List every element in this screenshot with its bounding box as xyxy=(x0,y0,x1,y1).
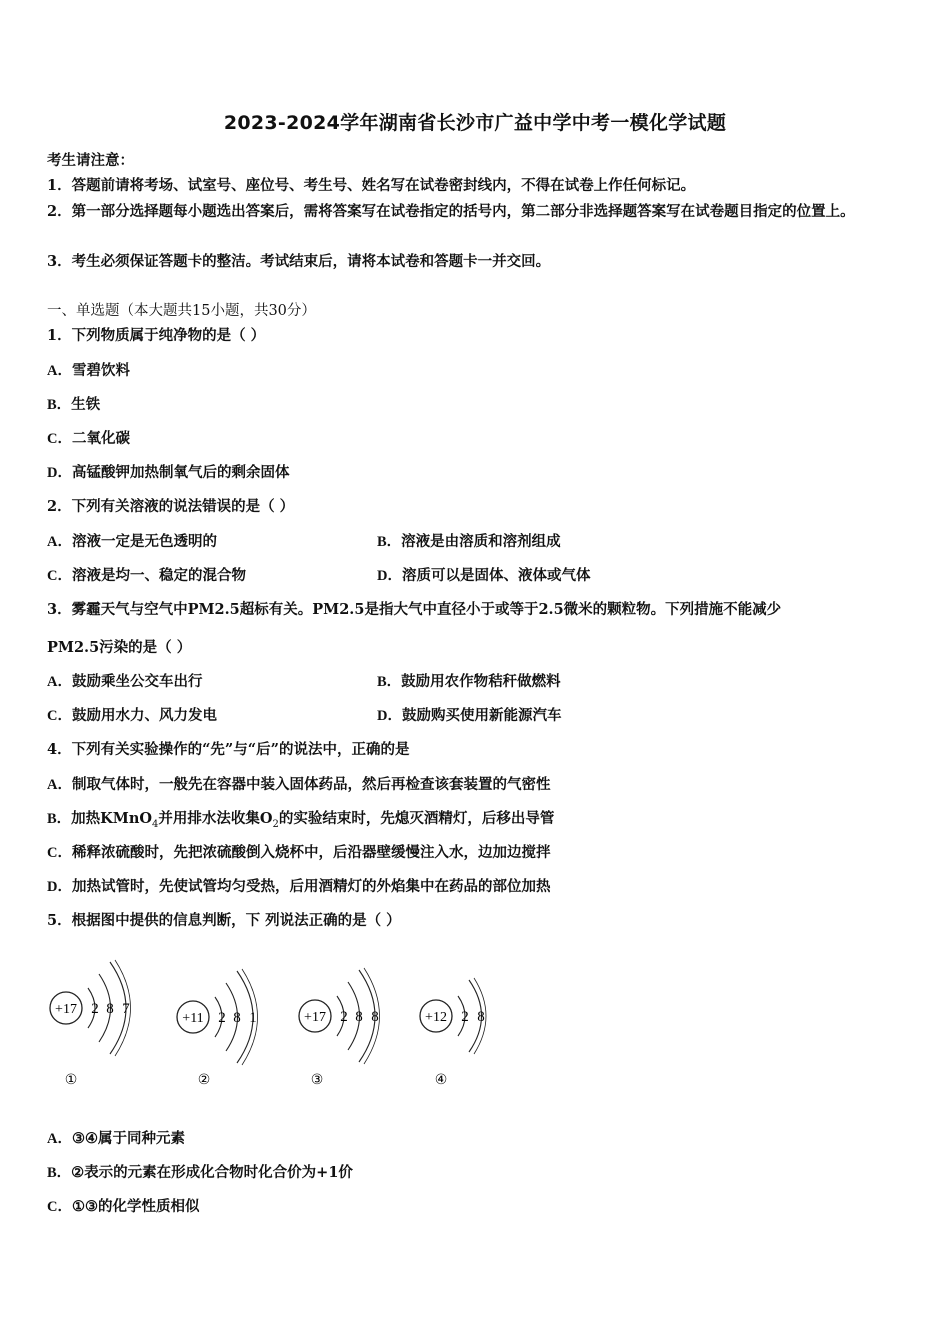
notice-heading: 考生请注意： xyxy=(47,152,134,169)
shell-electron-count: 2 xyxy=(218,1010,226,1026)
option-item xyxy=(47,877,550,897)
atom-structure-diagram xyxy=(44,950,514,1090)
question-stem: 3．雾霾天气与空气中PM2.5超标有关。PM2.5是指大气中直径小于或等于2.5微米的颗粒物。下列措施不能减少 xyxy=(47,601,782,618)
question-stem: 1．下列物质属于纯净物的是（ ） xyxy=(47,327,266,344)
option-text: 制取气体时，一般先在容器中装入固体药品，然后再检查该套装置的气密性 xyxy=(71,776,551,793)
nucleus-charge: +12 xyxy=(425,1010,447,1025)
shell-electron-count: 7 xyxy=(122,1001,130,1017)
option-item xyxy=(47,1197,199,1217)
option-text: 二氧化碳 xyxy=(71,430,130,447)
option-label: C． xyxy=(47,431,72,447)
shell-electron-count: 2 xyxy=(340,1009,348,1025)
option-label: B． xyxy=(47,1165,72,1181)
page-title: 2023-2024学年湖南省长沙市广益中学中考一模化学试题 xyxy=(223,112,727,134)
question-stem: 4．下列有关实验操作的“先”与“后”的说法中，正确的是 xyxy=(47,741,410,758)
question-stem: 5．根据图中提供的信息判断，下 列说法正确的是（ ） xyxy=(47,912,401,929)
option-label: A． xyxy=(47,363,72,379)
option-label: B． xyxy=(47,397,72,413)
option-text: 鼓励用水力、风力发电 xyxy=(71,707,217,724)
option-text: 鼓励乘坐公交车出行 xyxy=(71,673,203,690)
option-label: B． xyxy=(47,811,72,827)
option-text: ②表示的元素在形成化合物时化合价为+1价 xyxy=(71,1164,353,1181)
atom-diagram-2 xyxy=(177,969,258,1088)
option-item xyxy=(47,775,550,795)
option-label: B． xyxy=(377,534,402,550)
nucleus-charge: +17 xyxy=(55,1002,77,1017)
question-stem: 2．下列有关溶液的说法错误的是（ ） xyxy=(47,498,295,515)
subscript: 2 xyxy=(272,818,279,830)
option-item xyxy=(47,706,217,726)
option-text: 溶液是由溶质和溶剂组成 xyxy=(401,533,561,550)
option-text-pre: 加热KMnO xyxy=(71,810,152,827)
option-item xyxy=(47,1129,185,1149)
option-item xyxy=(377,672,561,692)
option-label: D． xyxy=(377,568,402,584)
notice-item: 2．第一部分选择题每小题选出答案后，需将答案写在试卷指定的括号内，第二部分非选择题答案写在试卷题目指定的位置上。 xyxy=(47,203,855,220)
section-heading: 一、单选题（本大题共15小题，共30分） xyxy=(47,303,316,319)
atom-diagram-3 xyxy=(299,968,380,1088)
option-text: 加热试管时，先使试管均匀受热，后用酒精灯的外焰集中在药品的部位加热 xyxy=(71,878,551,895)
option-text: 溶质可以是固体、液体或气体 xyxy=(401,567,591,584)
atom-number-label: ③ xyxy=(310,1072,324,1088)
option-text: 雪碧饮料 xyxy=(71,362,130,379)
option-text: 鼓励用农作物秸秆做燃料 xyxy=(401,673,561,690)
notice-item: 1．答题前请将考场、试室号、座位号、考生号、姓名写在试卷密封线内，不得在试卷上作任何标记。 xyxy=(47,177,696,194)
option-item xyxy=(47,429,130,449)
option-item xyxy=(47,1163,353,1183)
option-item xyxy=(377,706,561,726)
option-item xyxy=(47,566,246,586)
option-item xyxy=(47,463,289,483)
atom-number-label: ④ xyxy=(434,1072,448,1088)
atom-diagram-4 xyxy=(420,978,486,1088)
option-label: A． xyxy=(47,1131,72,1147)
option-label: D． xyxy=(47,465,72,481)
option-item xyxy=(47,532,217,552)
option-text: 溶液是均一、稳定的混合物 xyxy=(71,567,246,584)
nucleus-charge: +11 xyxy=(182,1011,204,1026)
option-label: D． xyxy=(377,708,402,724)
option-item xyxy=(377,532,561,552)
subscript: 4 xyxy=(152,818,159,830)
option-text: 鼓励购买使用新能源汽车 xyxy=(401,707,562,724)
option-item xyxy=(377,566,590,586)
option-label: D． xyxy=(47,879,72,895)
option-text-post: 的实验结束时，先熄灭酒精灯，后移出导管 xyxy=(278,810,555,827)
shell-electron-count: 8 xyxy=(233,1010,241,1026)
shell-electron-count: 1 xyxy=(249,1010,257,1026)
question-stem-cont: PM2.5污染的是（ ） xyxy=(47,639,192,656)
option-text: 高锰酸钾加热制氧气后的剩余固体 xyxy=(71,464,290,481)
shell-electron-count: 8 xyxy=(371,1009,379,1025)
option-text: ①③的化学性质相似 xyxy=(71,1198,200,1215)
shell-electron-count: 2 xyxy=(91,1001,99,1017)
option-item xyxy=(47,395,100,415)
option-item xyxy=(47,672,202,692)
option-item xyxy=(47,843,550,863)
option-label: C． xyxy=(47,1199,72,1215)
option-text: 生铁 xyxy=(71,396,101,413)
option-text: 稀释浓硫酸时，先把浓硫酸倒入烧杯中，后沿器壁缓慢注入水，边加边搅拌 xyxy=(71,844,551,861)
option-label: C． xyxy=(47,708,72,724)
atom-number-label: ② xyxy=(197,1072,211,1088)
atom-diagram-1 xyxy=(50,960,131,1088)
option-text-mid: 并用排水法收集O xyxy=(158,810,273,827)
option-text: 溶液一定是无色透明的 xyxy=(71,533,217,550)
option-label: B． xyxy=(377,674,402,690)
shell-electron-count: 8 xyxy=(355,1009,363,1025)
shell-electron-count: 2 xyxy=(461,1009,469,1025)
option-label: A． xyxy=(47,674,72,690)
nucleus-charge: +17 xyxy=(304,1010,326,1025)
shell-electron-count: 8 xyxy=(477,1009,485,1025)
shell-electron-count: 8 xyxy=(106,1001,114,1017)
option-label: C． xyxy=(47,568,72,584)
option-label: A． xyxy=(47,777,72,793)
option-text: ③④属于同种元素 xyxy=(71,1130,185,1147)
option-label: C． xyxy=(47,845,72,861)
atom-number-label: ① xyxy=(64,1072,78,1088)
option-item xyxy=(47,809,554,835)
notice-item: 3．考生必须保证答题卡的整洁。考试结束后，请将本试卷和答题卡一并交回。 xyxy=(47,253,551,270)
option-item xyxy=(47,361,130,381)
option-label: A． xyxy=(47,534,72,550)
